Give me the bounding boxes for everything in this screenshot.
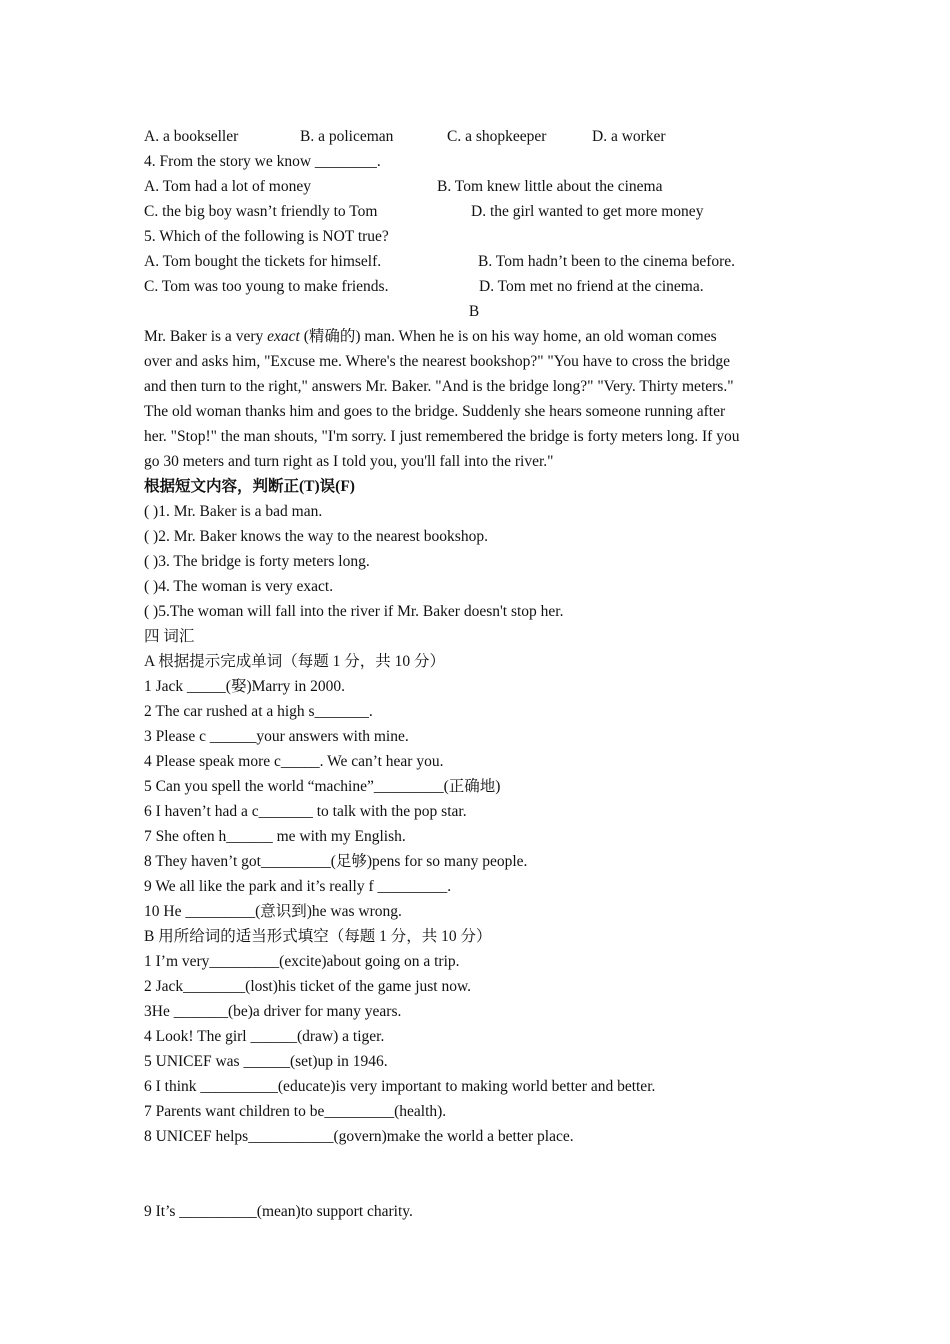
part-b-item-1: 1 I’m very_________(excite)about going on a trip. [144, 953, 460, 970]
q4-options-row-1 [144, 174, 804, 199]
part-b-item-7: 7 Parents want children to be_________(health). [144, 1103, 447, 1120]
tf-item-3: ( )3. The bridge is forty meters long. [144, 553, 370, 570]
part-b-item-3: 3He _______(be)a driver for many years. [144, 1003, 402, 1020]
tf-instruction: 根据短文内容，判断正(T)误(F) [144, 478, 355, 495]
part-b-item-4: 4 Look! The girl ______(draw) a tiger. [144, 1028, 385, 1045]
q3-option-d: D. a worker [592, 128, 666, 145]
q4-option-c: C. the big boy wasn’t friendly to Tom [144, 203, 378, 220]
part-a-item-3: 3 Please c ______your answers with mine. [144, 728, 409, 745]
part-a-item-2: 2 The car rushed at a high s_______. [144, 703, 373, 720]
q5-option-b: B. Tom hadn’t been to the cinema before. [478, 253, 736, 270]
passage-line-2: over and asks him, "Excuse me. Where's the nearest bookshop?" "You have to cross the bridge [144, 353, 730, 370]
q5-option-d: D. Tom met no friend at the cinema. [479, 278, 704, 295]
part-b-heading: B 用所给词的适当形式填空（每题 1 分，共 10 分） [144, 928, 492, 945]
passage-line-1-pre: Mr. Baker is a very [144, 328, 268, 345]
passage-line-4: The old woman thanks him and goes to the bridge. Suddenly she hears someone running after [144, 403, 726, 420]
q4-option-d: D. the girl wanted to get more money [471, 203, 704, 220]
q5-option-c: C. Tom was too young to make friends. [144, 278, 389, 295]
q4-option-b: B. Tom knew little about the cinema [437, 178, 663, 195]
q4-stem: 4. From the story we know ________. [144, 153, 381, 170]
q5-options-row-2 [144, 274, 804, 299]
tf-item-4: ( )4. The woman is very exact. [144, 578, 334, 595]
q4-options-row-2 [144, 199, 804, 224]
part-a-item-1: 1 Jack _____(娶)Marry in 2000. [144, 678, 346, 695]
part-a-item-5: 5 Can you spell the world “machine”_________(正确地) [144, 778, 501, 795]
vocab-heading: 四 词汇 [144, 628, 195, 645]
passage-emphasis-exact: exact [267, 328, 300, 345]
part-a-item-8: 8 They haven’t got_________(足够)pens for so many people. [144, 853, 528, 870]
tf-item-2: ( )2. Mr. Baker knows the way to the nearest bookshop. [144, 528, 488, 545]
part-b-item-6: 6 I think __________(educate)is very important to making world better and better. [144, 1078, 656, 1095]
passage-b [144, 324, 804, 474]
part-a-item-7: 7 She often h______ me with my English. [144, 828, 406, 845]
q4-option-a: A. Tom had a lot of money [144, 178, 311, 195]
part-b-item-9: 9 It’s __________(mean)to support charity. [144, 1203, 413, 1220]
part-b-item-2: 2 Jack________(lost)his ticket of the game just now. [144, 978, 472, 995]
passage-line-3: and then turn to the right," answers Mr. Baker. "And is the bridge long?" "Very. Thirty meters." [144, 378, 734, 395]
q3-option-a: A. a bookseller [144, 128, 239, 145]
part-b-item-5: 5 UNICEF was ______(set)up in 1946. [144, 1053, 388, 1070]
part-a-item-10: 10 He _________(意识到)he was wrong. [144, 903, 402, 920]
passage-line-1-post: (精确的) man. When he is on his way home, an old woman comes [299, 328, 717, 345]
q3-option-b: B. a policeman [300, 128, 394, 145]
q5-option-a: A. Tom bought the tickets for himself. [144, 253, 382, 270]
passage-line-1 [144, 324, 804, 349]
tf-item-1: ( )1. Mr. Baker is a bad man. [144, 503, 323, 520]
q5-stem: 5. Which of the following is NOT true? [144, 228, 389, 245]
part-a-item-4: 4 Please speak more c_____. We can’t hear you. [144, 753, 444, 770]
worksheet-page [144, 124, 804, 1224]
q3-options-row [144, 124, 804, 149]
part-a-item-6: 6 I haven’t had a c_______ to talk with the pop star. [144, 803, 467, 820]
section-b-heading: B [468, 303, 480, 320]
passage-line-5: her. "Stop!" the man shouts, "I'm sorry. I just remembered the bridge is forty meters long. If you [144, 428, 740, 445]
tf-item-5: ( )5.The woman will fall into the river if Mr. Baker doesn't stop her. [144, 603, 564, 620]
part-b-item-8: 8 UNICEF helps___________(govern)make the world a better place. [144, 1128, 574, 1145]
passage-line-6: go 30 meters and turn right as I told you, you'll fall into the river." [144, 453, 554, 470]
part-a-heading: A 根据提示完成单词（每题 1 分，共 10 分） [144, 653, 445, 670]
blank-gap [144, 1149, 804, 1199]
part-a-item-9: 9 We all like the park and it’s really f _________. [144, 878, 452, 895]
q5-options-row-1 [144, 249, 804, 274]
q3-option-c: C. a shopkeeper [447, 128, 547, 145]
